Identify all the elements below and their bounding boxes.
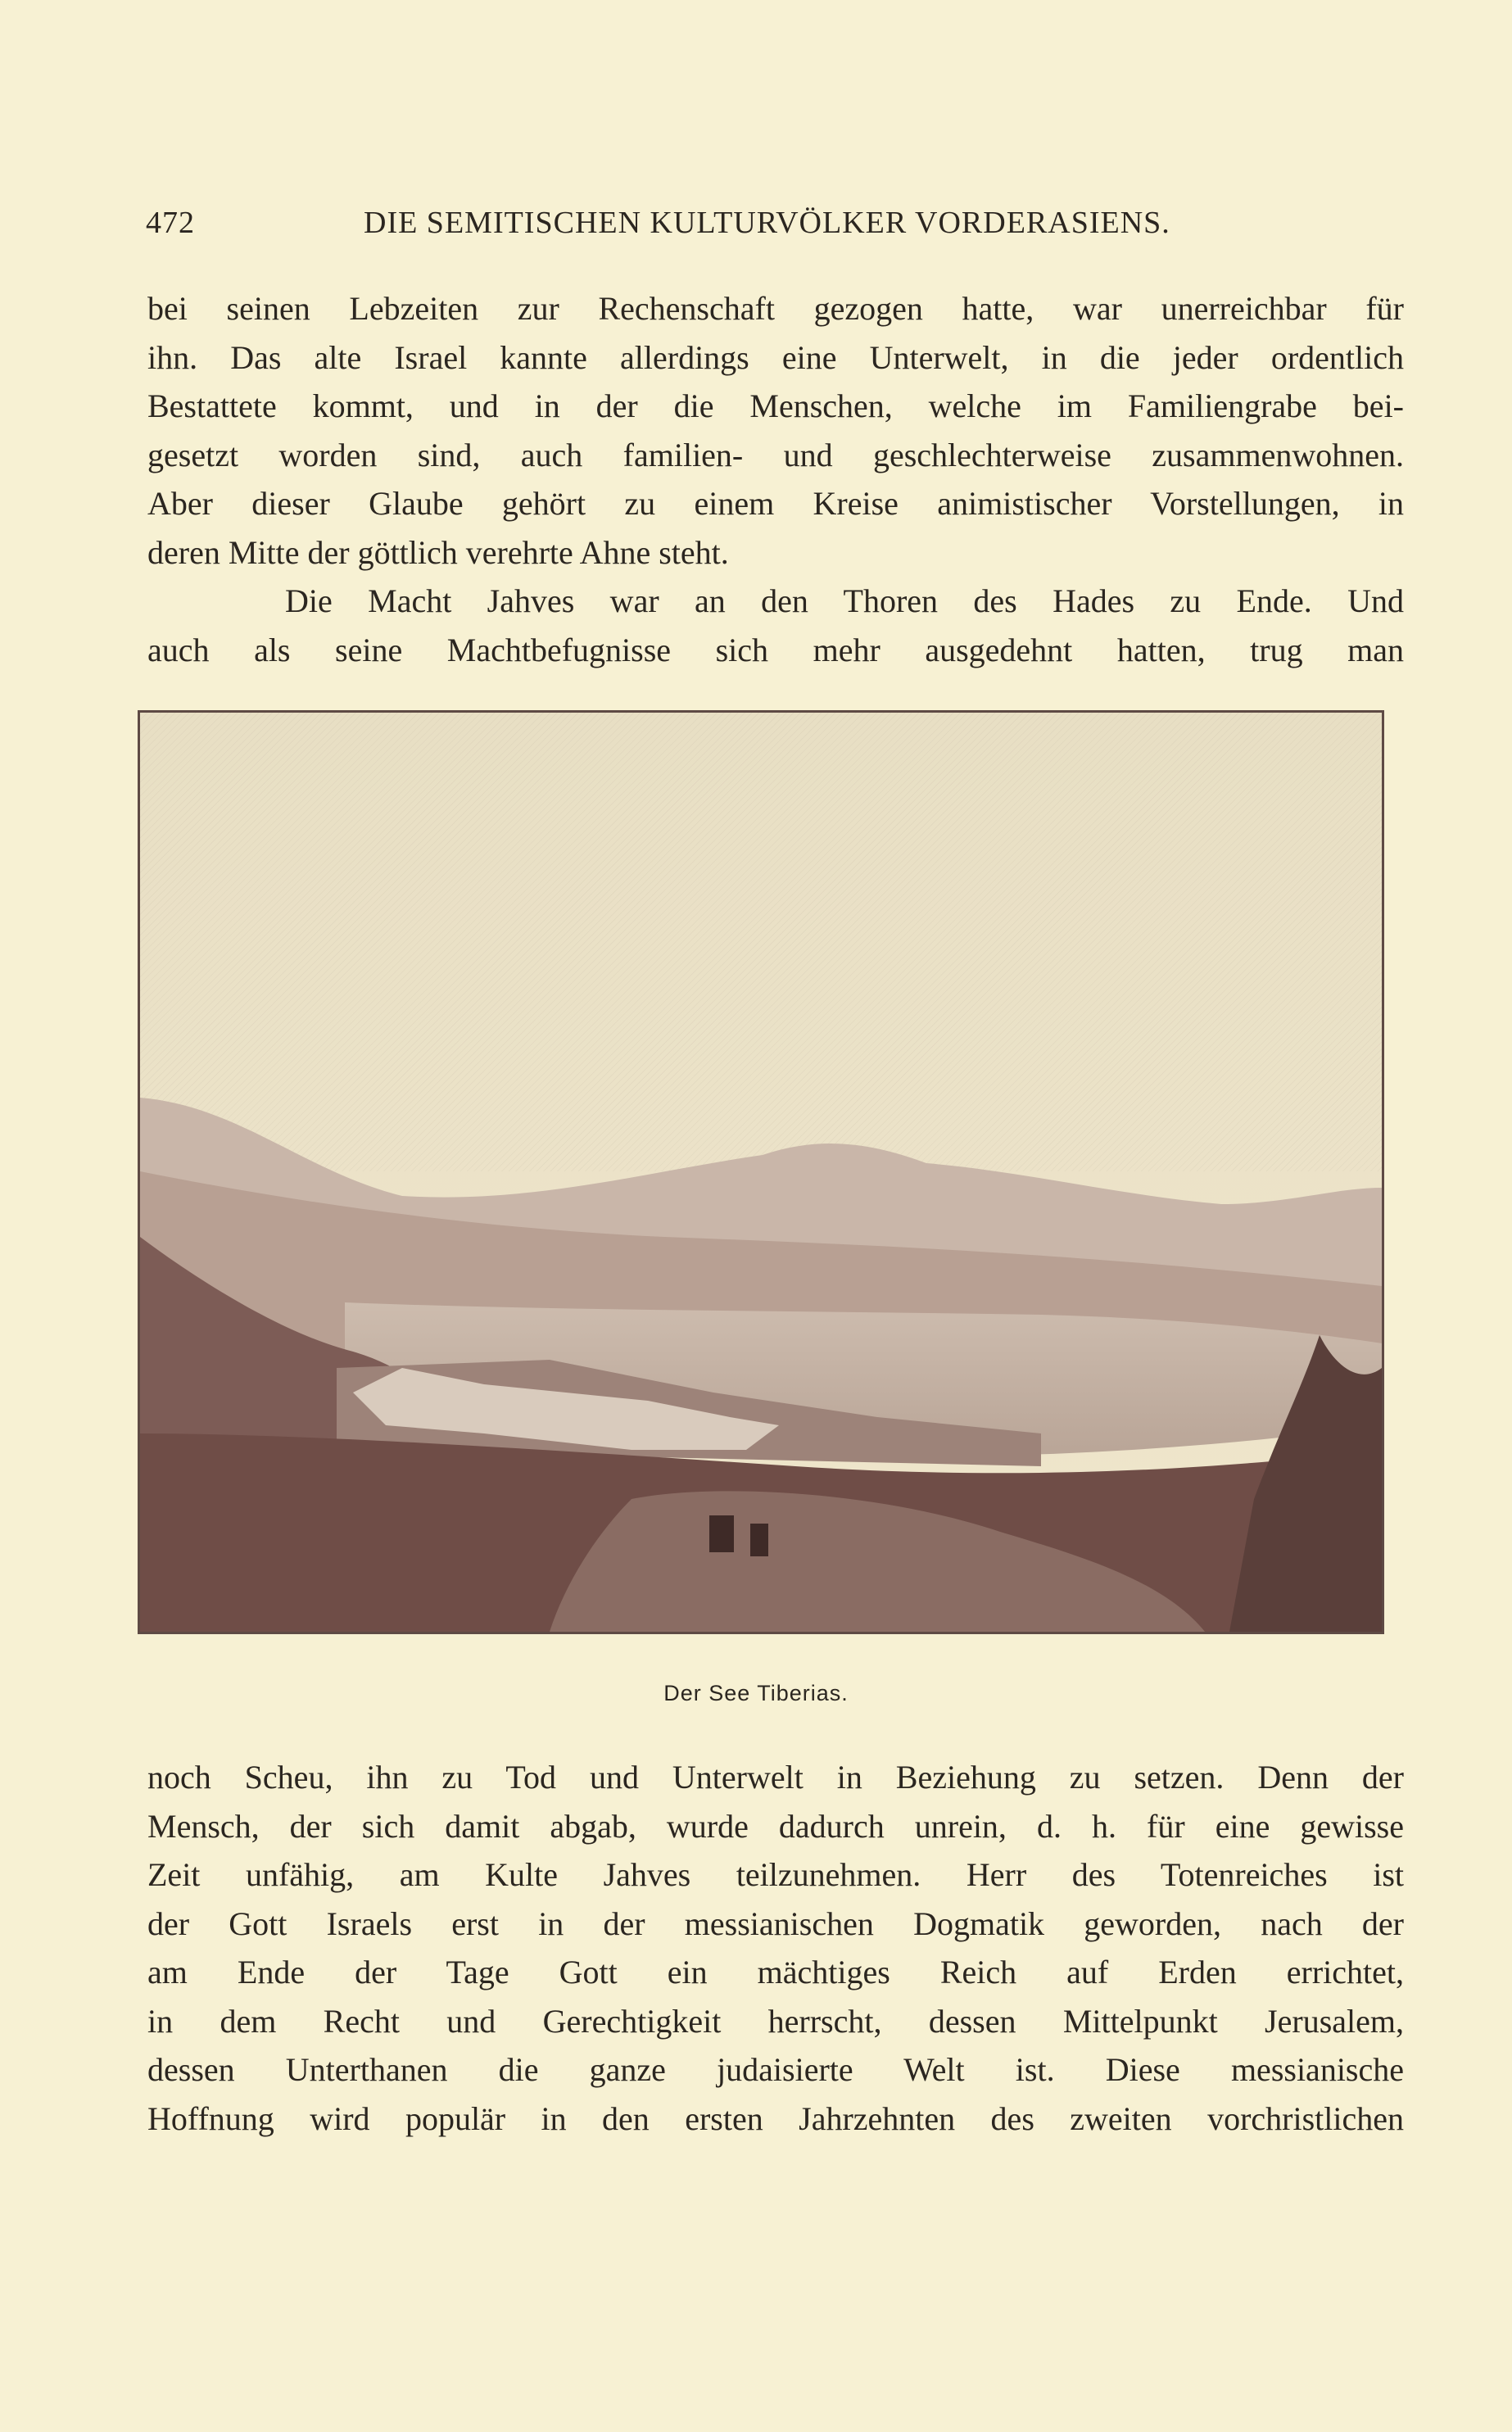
text-line: der Gott Israels erst in der messianischen Dogmatik geworden, nach der [147, 1904, 1404, 1942]
text-line: ihn. Das alte Israel kannte allerdings eine Unterwelt, in die jeder ordentlich [147, 338, 1404, 376]
text-line: Hoffnung wird populär in den ersten Jahrzehnten des zweiten vorchristlichen [147, 2099, 1404, 2137]
figure-illustration [138, 710, 1384, 1634]
text-line: Bestattete kommt, und in der die Menschen, welche im Familiengrabe bei- [147, 387, 1404, 424]
text-line: deren Mitte der göttlich verehrte Ahne steht. [147, 533, 729, 571]
sky-texture [140, 713, 1382, 1171]
running-title: DIE SEMITISCHEN KULTURVÖLKER VORDERASIENS. [364, 206, 1170, 240]
page-number: 472 [146, 206, 195, 240]
text-line: Zeit unfähig, am Kulte Jahves teilzunehmen. Herr des Totenreiches ist [147, 1856, 1404, 1893]
text-line: Aber dieser Glaube gehört zu einem Kreise animistischer Vorstellungen, in [147, 485, 1404, 522]
text-line: dessen Unterthanen die ganze judaisierte Welt ist. Diese messianische [147, 2051, 1404, 2088]
text-line: Die Macht Jahves war an den Thoren des Hades zu Ende. Und [285, 582, 1404, 619]
body-text-top [147, 284, 1404, 674]
running-head [146, 205, 1399, 254]
landscape-illustration [140, 713, 1382, 1632]
text-line: auch als seine Machtbefugnisse sich mehr ausgedehnt hatten, trug man [147, 631, 1404, 668]
text-line: am Ende der Tage Gott ein mächtiges Reich auf Erden errichtet, [147, 1954, 1404, 1990]
body-text-bottom [147, 1753, 1404, 2143]
figure-caption: Der See Tiberias. [663, 1681, 849, 1705]
figure-walker [750, 1524, 768, 1556]
figure-rider [709, 1515, 734, 1552]
text-line: Mensch, der sich damit abgab, wurde dadurch unrein, d. h. für eine gewisse [147, 1807, 1404, 1845]
text-line: gesetzt worden sind, auch familien- und geschlechterweise zusammenwohnen. [147, 436, 1404, 473]
text-line: bei seinen Lebzeiten zur Rechenschaft gezogen hatte, war unerreichbar für [147, 290, 1404, 327]
text-line: noch Scheu, ihn zu Tod und Unterwelt in Beziehung zu setzen. Denn der [147, 1759, 1404, 1796]
text-line: in dem Recht und Gerechtigkeit herrscht, dessen Mittelpunkt Jerusalem, [147, 2002, 1404, 2040]
